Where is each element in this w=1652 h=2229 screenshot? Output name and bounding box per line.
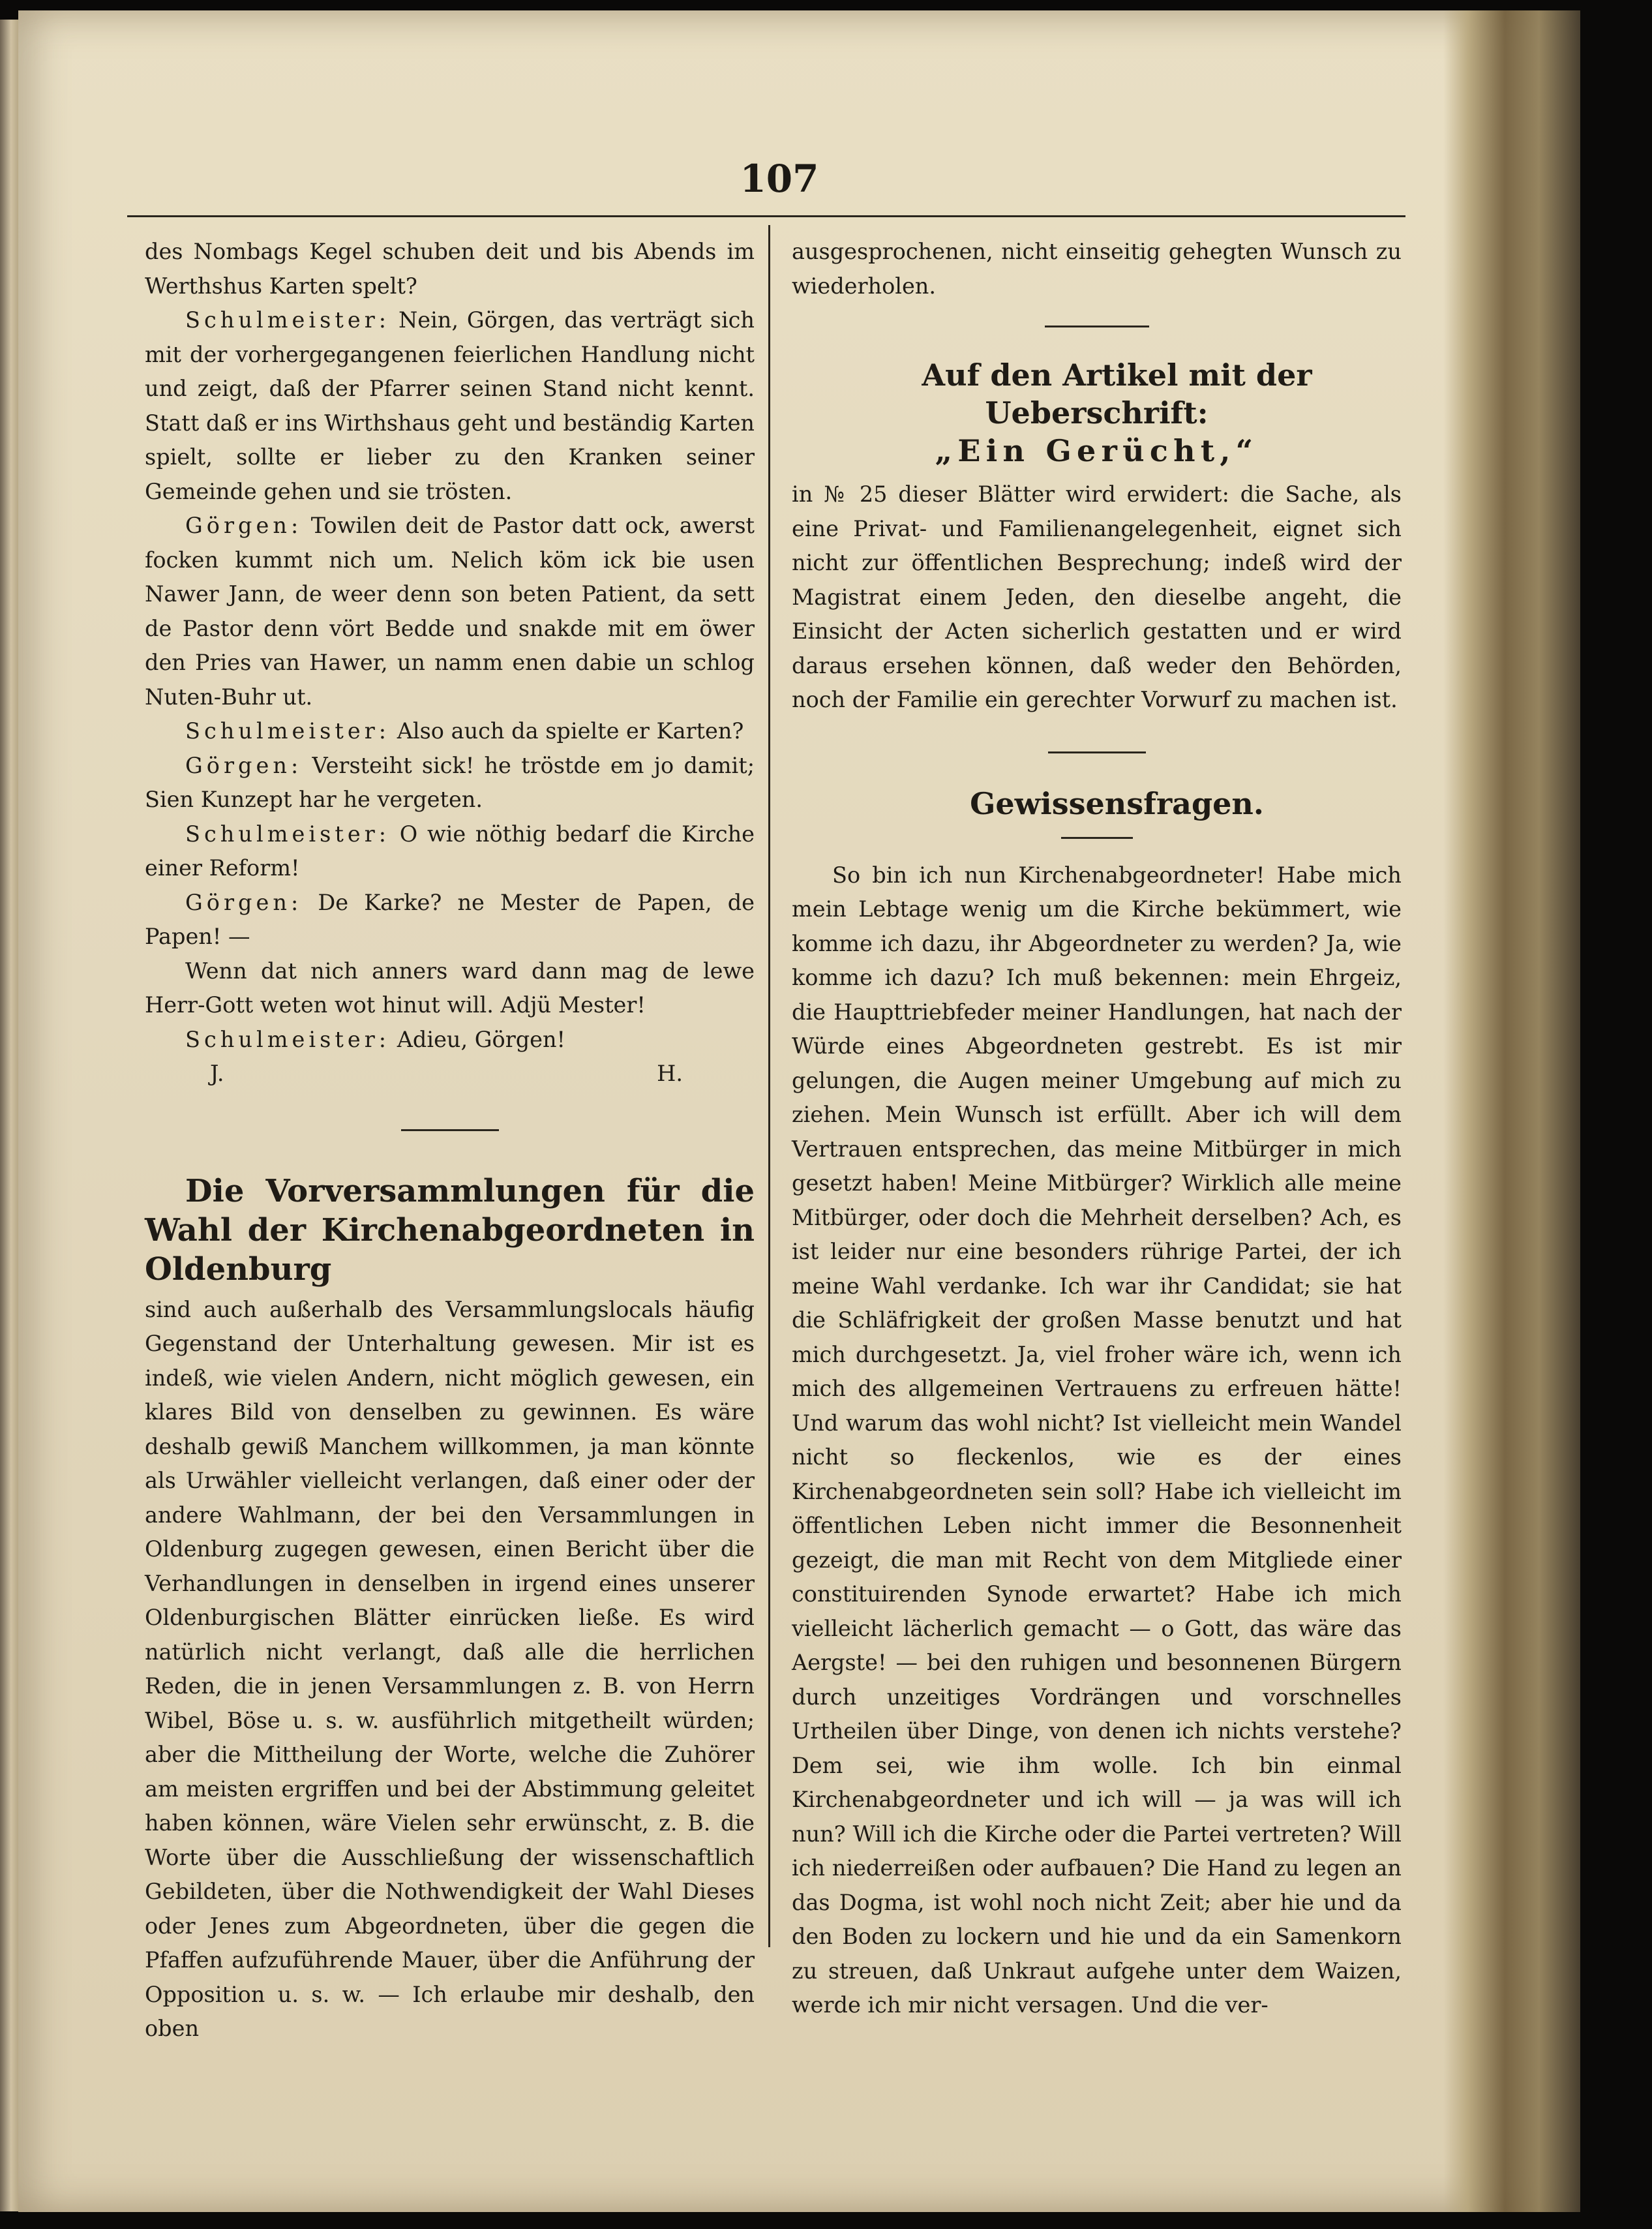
section-rule [1048,751,1146,753]
page-edge-shadow [1443,10,1580,2212]
conscience-body: So bin ich nun Kirchenabgeordneter! Habe mich mein Lebtage wenig um die Kirche bekümmert, wie komme ich dazu, ihr Abgeordneter zu werden? Ja, wie komme ich dazu? Ich muß bekennen: mein Ehrgeiz, die Haupttriebfeder meiner Handlungen, hat nach der Würde eines Abgeordneten gestrebt. Es ist mir gelungen, die Augen meiner Umgebung auf mich zu ziehen. Mein Wunsch ist erfüllt. Aber ich will dem Vertrauen entsprechen, das meine Mitbürger in mich gesetzt haben! Meine Mitbürger? Wirklich alle meine Mitbürger, oder doch die Mehrheit derselben? Ach, es ist leider nur eine besonders rührige Partei, der ich meine Wahl verdanke. Ich war ihr Candidat; sie hat die Schläfrigkeit der großen Masse benutzt und hat mich durchgesetzt. Ja, viel froher wäre ich, wenn ich mich des allgemeinen Vertrauens zu erfreuen hätte! Und warum das wohl nicht? Ist vielleicht mein Wandel nicht so fleckenlos, wie es der eines Kirchenabgeordneten sein soll? Habe ich vielleicht im öffentlichen Leben nicht immer die Besonnenheit gezeigt, die man mit Recht von dem Mitgliede einer constituirenden Synode erwartet? Habe ich mich vielleicht lächerlich gemacht — o Gott, das wäre das Aergste! — bei den ruhigen und besonnenen Bürgern durch unzeitiges Vordrängen und vorschnelles Urtheilen über Dinge, von denen ich nichts verstehe? Dem sei, wie ihm wolle. Ich bin einmal Kirchenabgeordneter und ich will — ja was will ich nun? Will ich die Kirche oder die Partei vertreten? Will ich niederreißen oder aufbauen? Die Hand zu legen an das Dogma, ist wohl noch nicht Zeit; aber hie und da den Boden zu lockern und hie und da ein Samenkorn zu streuen, daß Unkraut aufgehe unter dem Waizen, werde ich mir nicht versagen. Und die ver- [792,862,1402,2018]
page-number: 107 [740,157,819,201]
signature [145,1057,755,1091]
dialogue-line: Schulmeister: Adieu, Görgen! [185,1026,566,1052]
conscience-heading: Gewissensfragen. [970,785,1264,821]
section-rule [401,1129,499,1131]
article-heading: Die Vorversammlungen für die Wahl der Kirchenabgeordneten in Oldenburg [145,1172,755,1288]
speaker-label: Görgen: [185,513,303,538]
dialogue-line: Görgen: Versteiht sick! he tröstde em jo damit; Sien Kunzept har he vergeten. [145,752,755,812]
article-body: sind auch außerhalb des Versammlungslocals häufig Gegenstand der Unterhaltung gewesen. Mir ist es indeß, wie vielen Andern, nicht möglich gewesen, ein klares Bild von denselben zu gewinnen. Es wäre deshalb gewiß Manchem willkommen, ja man könnte als Urwähler vielleicht verlangen, daß einer oder der andere Wahlmann, der bei den Versammlungen in Oldenburg zugegen gewesen, einen Bericht über die Verhandlungen in denselben in irgend eines unserer Oldenburgischen Blätter einrücken ließe. Es wird natürlich nicht verlangt, daß alle die herrlichen Reden, die in jenen Versammlungen z. B. von Herrn Wibel, Böse u. s. w. ausführlich mitgetheilt würden; aber die Mittheilung der Worte, welche die Zuhörer am meisten ergriffen und bei der Abstimmung geleitet haben können, wäre Vielen sehr erwünscht, z. B. die Worte über die Ausschließung der wissenschaftlich Gebildeten, über die Nothwendigkeit der Wahl Dieses oder Jenes zum Abgeordneten, über die gegen die Pfaffen aufzuführende Mauer, über die Anführung der Opposition u. s. w. — Ich erlaube mir deshalb, den oben [145,1296,755,2041]
reply-heading: Auf den Artikel mit der Ueberschrift: „Ein Gerücht,“ [922,357,1312,468]
dialogue-line: Wenn dat nich anners ward dann mag de lewe Herr-Gott weten wot hinut will. Adjü Mester! [145,958,755,1018]
speaker-label: Schulmeister: [185,718,391,744]
speaker-label: Schulmeister: [185,307,391,333]
facing-page-edge [0,20,18,2211]
column-divider [768,225,770,1947]
right-column [792,235,1402,2023]
dialogue-line: Schulmeister: Also auch da spielte er Karten? [185,718,744,744]
speaker-label: Schulmeister: [185,821,391,847]
dialogue-line: Görgen: Towilen deit de Pastor datt ock, awerst focken kummt nich um. Nelich köm ick bie usen Nawer Jann, de weer denn son beten Patient, da sett de Pastor denn vört Bedde und snakde mit em öwer den Pries van Hawer, un namm enen dabie un schlog Nuten-Buhr ut. [145,513,755,710]
section-rule [1045,326,1149,327]
dialogue-line: Schulmeister: Nein, Görgen, das verträgt sich mit der vorhergegangenen feierlichen Handlung nicht und zeigt, daß der Pfarrer seinen Stand nicht kennt. Statt daß er ins Wirthshaus geht und beständig Karten spielt, sollte er lieber zu den Kranken seiner Gemeinde gehen und sie trösten. [145,307,755,504]
dialogue-line: des Nombags Kegel schuben deit und bis Abends im Werthshus Karten spelt? [145,239,755,299]
signature-left: J. [210,1061,224,1086]
header-rule [127,215,1405,217]
reply-body: in № 25 dieser Blätter wird erwidert: die Sache, als eine Privat- und Familienangelegenheit, eignet sich nicht zur öffentlichen Besprechung; indeß wird der Magistrat einem Jeden, den dieselbe angeht, die Einsicht der Acten sicherlich gestatten und er wird daraus ersehen können, daß weder den Behörden, noch der Familie ein gerechter Vorwurf zu machen ist. [792,481,1402,712]
speaker-label: Görgen: [185,752,303,778]
speaker-label: Schulmeister: [185,1026,391,1052]
left-column [145,235,755,2046]
speaker-label: Görgen: [185,889,303,915]
dialogue-line: Schulmeister: O wie nöthig bedarf die Kirche einer Reform! [145,821,755,881]
continuation-text: ausgesprochenen, nicht einseitig gehegten Wunsch zu wiederholen. [792,239,1402,299]
signature-right: H. [657,1061,683,1086]
heading-rule [1061,837,1133,839]
dialogue-line: Görgen: De Karke? ne Mester de Papen, de Papen! — [145,889,755,949]
